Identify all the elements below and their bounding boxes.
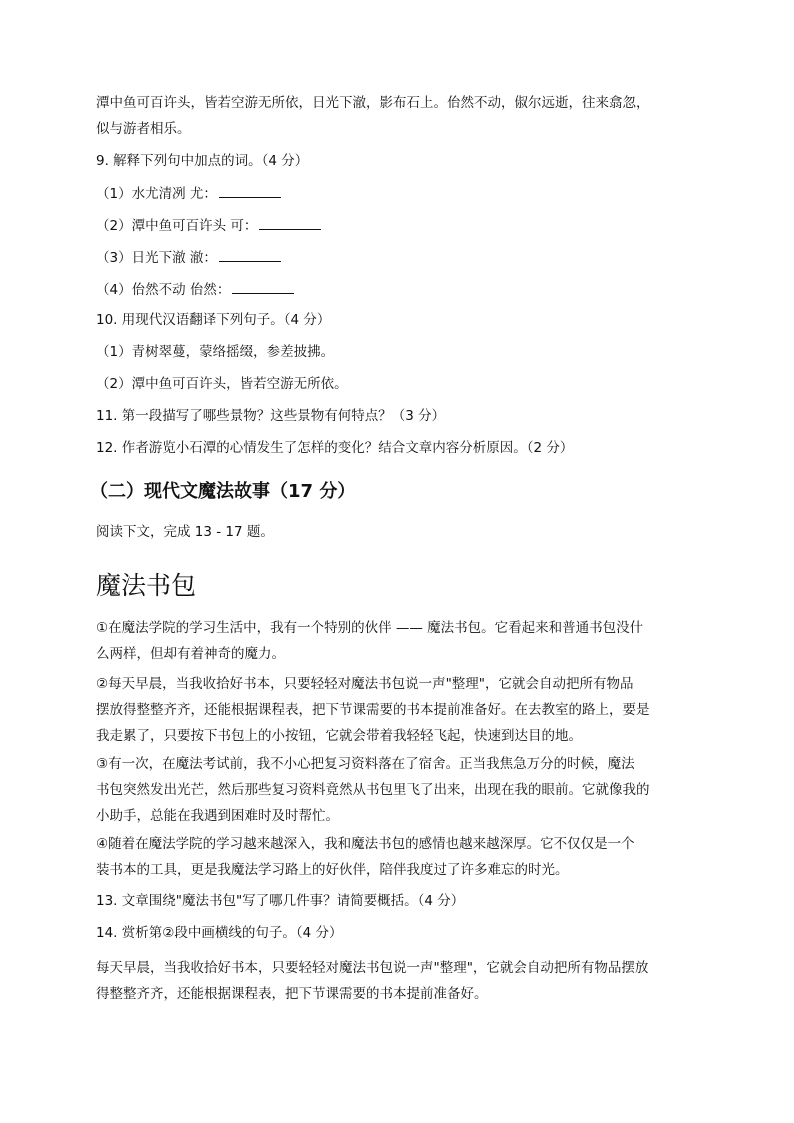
article-paragraph-2: ②每天早晨，当我收拾好书本，只要轻轻对魔法书包说一声"整理"，它就会自动把所有物品 摆放得整整齐齐，还能根据课程表，把下节课需要的书本提前准备好。在去教室的路上，要是 我走累了，只要按下书包上的小按钮，它就会带着我轻轻飞起，快速到达目的地。 xyxy=(96,676,650,744)
answer-blank[interactable] xyxy=(232,277,294,294)
question-12: 12. 作者游览小石潭的心情发生了怎样的变化？结合文章内容分析原因。（2 分） xyxy=(96,440,574,456)
question-11: 11. 第一段描写了哪些景物？这些景物有何特点？（3 分） xyxy=(96,408,446,424)
question-9-item: （1）水尤清冽 尤： xyxy=(96,181,281,207)
article-title: 魔法书包 xyxy=(96,571,197,600)
article-paragraph-1: ①在魔法学院的学习生活中，我有一个特别的伙伴 —— 魔法书包。它看起来和普通书包没什 么两样，但却有着神奇的魔力。 xyxy=(96,620,644,662)
question-14-title: 14. 赏析第②段中画横线的句子。（4 分） xyxy=(96,925,343,941)
question-10 xyxy=(96,307,330,333)
article-paragraph-4: ④随着在魔法学院的学习越来越深入，我和魔法书包的感情也越来越深厚。它不仅仅是一个 装书本的工具，更是我魔法学习路上的好伙伴，陪伴我度过了许多难忘的时光。 xyxy=(96,836,635,878)
question-9-item: （2）潭中鱼可百许头 可： xyxy=(96,213,321,239)
passage-end xyxy=(96,90,650,142)
answer-blank[interactable] xyxy=(219,181,281,198)
question-14 xyxy=(96,920,343,946)
answer-blank[interactable] xyxy=(259,213,321,230)
question-14-quote: 每天早晨，当我收拾好书本，只要轻轻对魔法书包说一声"整理"，它就会自动把所有物品摆放 得整整齐齐，还能根据课程表，把下节课需要的书本提前准备好。 xyxy=(96,960,649,1002)
question-9-item: （4）佁然不动 佁然： xyxy=(96,277,294,303)
question-9-item: （3）日光下澈 澈： xyxy=(96,245,281,271)
section-title: （二）现代文魔法故事（17 分） xyxy=(90,481,356,502)
passage-line: 潭中鱼可百许头，皆若空游无所依，日光下澈，影布石上。佁然不动，俶尔远逝，往来翕忽， xyxy=(96,95,650,111)
question-13: 13. 文章围绕"魔法书包"写了哪几件事？请简要概括。（4 分） xyxy=(96,893,465,909)
passage-line: 似与游者相乐。 xyxy=(96,121,191,137)
question-10-item: （1）青树翠蔓，蒙络摇缀，参差披拂。 xyxy=(96,344,335,360)
section-2-heading xyxy=(90,478,355,506)
section-2-instruction: 阅读下文，完成 13 - 17 题。 xyxy=(96,524,274,540)
article-paragraph-3: ③有一次，在魔法考试前，我不小心把复习资料落在了宿舍。正当我焦急万分的时候，魔法 书包突然发出光芒，然后那些复习资料竟然从书包里飞了出来，出现在我的眼前。它就像我的 小助手，总能在我遇到困难时及时帮忙。 xyxy=(96,756,650,824)
question-10-item: （2）潭中鱼可百许头，皆若空游无所依。 xyxy=(96,376,348,392)
question-10-title: 10. 用现代汉语翻译下列句子。（4 分） xyxy=(96,312,331,328)
question-9-title: 9. 解释下列句中加点的词。（4 分） xyxy=(96,153,309,169)
answer-blank[interactable] xyxy=(219,245,281,262)
question-9 xyxy=(96,148,308,174)
